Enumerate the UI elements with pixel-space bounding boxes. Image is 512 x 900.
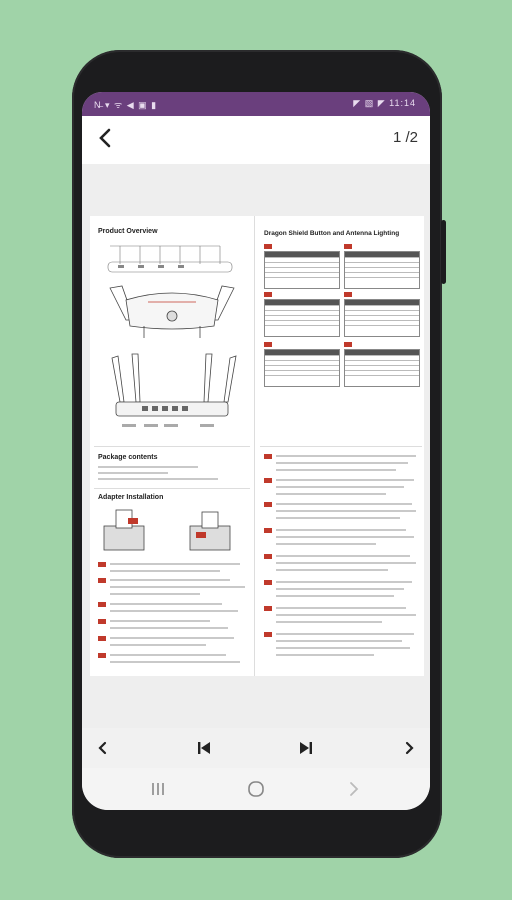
text-line [110,637,234,639]
side-button [441,220,446,284]
text-line [276,562,416,564]
lighting-table [344,349,420,387]
lighting-table [344,251,420,289]
viewer-nav-bar [82,728,430,768]
language-tag [264,292,272,297]
text-line [110,610,238,612]
text-line [276,654,374,656]
pdf-viewer[interactable] [82,164,430,728]
text-line [110,627,228,629]
text-line [276,569,388,571]
lighting-table [264,349,340,387]
language-tag [344,292,352,297]
language-tag [264,244,272,249]
text-line [276,555,410,557]
chevron-right-icon [342,778,366,800]
section-divider [260,446,422,447]
text-line [276,647,410,649]
text-line [98,478,218,480]
chevron-left-icon [92,124,120,152]
router-perspective-illustration [104,280,240,344]
adapter-install-illustration [98,506,248,554]
status-left-icons: N̶ ▾ ᯤ ◀ ▣ ▮ [94,100,158,110]
text-line [98,466,198,468]
lighting-title: Dragon Shield Button and Antenna Lighting [264,230,400,237]
text-line [110,586,245,588]
page-current: 1 [392,129,402,146]
first-page-button[interactable] [192,736,216,760]
text-line [276,486,404,488]
lighting-table [344,299,420,337]
text-line [276,455,416,457]
text-line [276,543,376,545]
text-line [110,603,222,605]
text-line [276,633,414,635]
text-line [276,510,416,512]
page-left-column [90,216,255,676]
language-tag [264,454,272,459]
language-tag [98,636,106,641]
text-line [276,595,394,597]
skip-last-icon [294,736,318,760]
app-bar [82,116,430,164]
text-line [110,579,230,581]
text-line [276,607,406,609]
text-line [110,654,226,656]
text-line [276,536,414,538]
home-icon [244,778,268,800]
language-tag [98,602,106,607]
last-page-button[interactable] [294,736,318,760]
text-line [110,593,200,595]
text-line [276,588,404,590]
language-tag [98,619,106,624]
adapter-title: Adapter Installation [98,494,164,501]
chevron-left-icon [90,736,114,760]
language-tag [264,554,272,559]
text-line [110,563,240,565]
text-line [276,581,412,583]
package-title: Package contents [98,454,158,461]
system-nav-bar [82,768,430,810]
router-back-illustration [102,352,242,438]
text-line [276,479,414,481]
status-right-icons: ◤ ▧ ◤ 11:14 [353,98,416,108]
language-tag [98,653,106,658]
language-tag [98,562,106,567]
recents-button[interactable] [146,778,170,800]
text-line [276,640,402,642]
home-button[interactable] [244,778,268,800]
text-line [276,621,382,623]
pdf-page[interactable] [90,216,424,676]
lighting-table [264,299,340,337]
text-line [276,462,408,464]
text-line [110,570,220,572]
language-tag [264,606,272,611]
text-line [276,503,412,505]
text-line [110,661,240,663]
language-tag [264,632,272,637]
language-tag [264,502,272,507]
language-tag [264,342,272,347]
text-line [110,644,206,646]
text-line [110,620,210,622]
section-divider [94,446,250,447]
back-button[interactable] [92,124,120,152]
page-total: /2 [405,129,418,146]
text-line [276,493,386,495]
text-line [98,472,168,474]
language-tag [344,342,352,347]
language-tag [98,578,106,583]
language-tag [264,478,272,483]
next-page-button[interactable] [398,736,422,760]
text-line [276,469,396,471]
language-tag [264,580,272,585]
prev-page-button[interactable] [90,736,114,760]
text-line [276,517,400,519]
screen [82,92,430,810]
skip-first-icon [192,736,216,760]
status-bar [82,92,430,116]
system-back-button[interactable] [342,778,366,800]
router-top-view-illustration [100,242,244,278]
recents-icon [146,778,170,800]
page-counter [393,129,418,146]
text-line [276,529,406,531]
chevron-right-icon [398,736,422,760]
text-line [276,614,416,616]
language-tag [264,528,272,533]
page-right-column [258,216,424,676]
section-divider [94,488,250,489]
lighting-table [264,251,340,289]
overview-title: Product Overview [98,228,158,235]
language-tag [344,244,352,249]
